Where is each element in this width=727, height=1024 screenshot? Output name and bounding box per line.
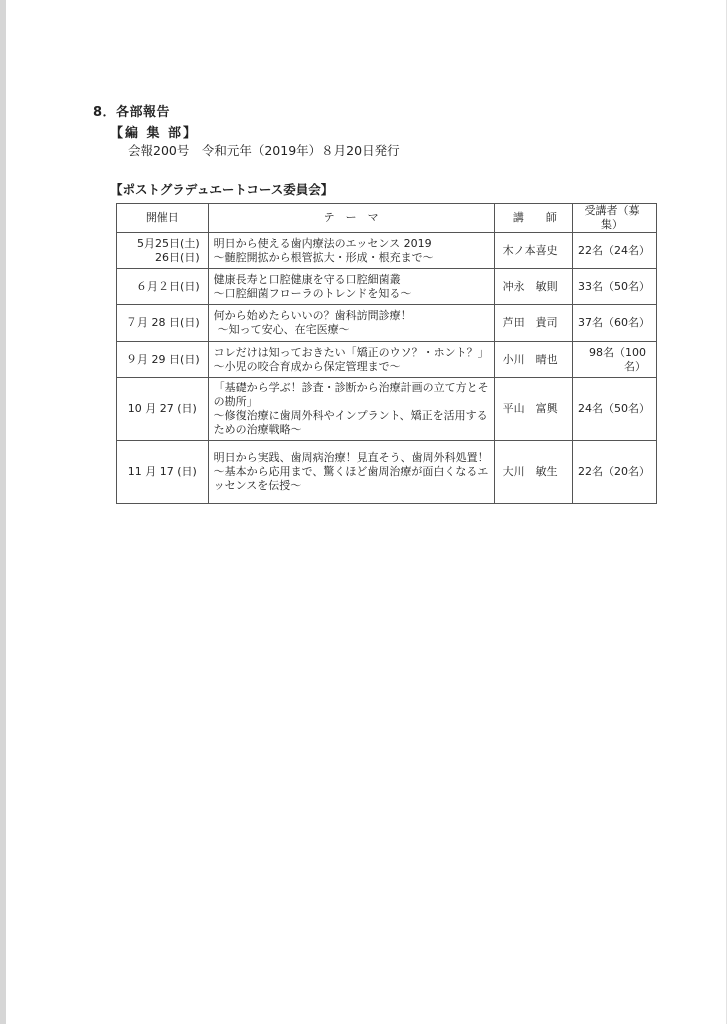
table-row	[117, 233, 657, 269]
table-header-row	[117, 204, 657, 233]
table-row	[117, 269, 657, 305]
lecturer-cell: 小川 晴也	[494, 342, 572, 378]
date-line: 10 月 27 (日)	[127, 402, 197, 415]
theme-subtitle: 〜基本から応用まで、驚くほど歯周治療が面白くなるエッセンスを伝授〜	[213, 465, 489, 492]
issue-line: 会報200号 令和元年（2019年）８月20日発行	[128, 143, 400, 158]
attendance-cell: 22名（24名）	[573, 233, 657, 269]
table-row	[117, 441, 657, 504]
attendance-cell: 37名（60名）	[573, 305, 657, 342]
date-line: 26日(日)	[155, 250, 200, 264]
theme-subtitle: 〜知って安心、在宅医療〜	[217, 323, 350, 336]
theme-title: 何から始めたらいいの？歯科訪問診療！	[213, 309, 412, 322]
date-cell	[117, 269, 209, 305]
table-row	[117, 305, 657, 342]
theme-cell	[208, 233, 494, 269]
theme-title: 明日から実践、歯周病治療！見直そう、歯周外科処置！	[213, 451, 489, 464]
date-cell	[117, 441, 209, 504]
page-edge-shadow	[0, 0, 6, 1024]
header-attendance: 受講者（募集）	[573, 204, 657, 233]
theme-title: 「基礎から学ぶ！診査・診断から治療計画の立て方とその勘所」	[213, 381, 489, 408]
committee-heading: 【ポストグラデュエートコース委員会】	[110, 182, 334, 197]
theme-title: 健康長寿と口腔健康を守る口腔細菌叢	[213, 272, 401, 286]
theme-cell	[208, 378, 494, 441]
course-table	[116, 203, 657, 504]
dept-heading: 【編 集 部】	[110, 126, 199, 141]
lecturer-cell: 大川 敏生	[494, 441, 572, 504]
theme-subtitle: 〜小児の咬合育成から保定管理まで〜	[213, 359, 401, 373]
table-row	[117, 378, 657, 441]
date-cell	[117, 233, 209, 269]
lecturer-cell: 冲永 敏則	[494, 269, 572, 305]
date-line: ７月 28 日(日)	[126, 316, 200, 329]
attendance-cell: 22名（20名）	[573, 441, 657, 504]
attendance-cell: 98名（100名）	[573, 342, 657, 378]
table-row	[117, 342, 657, 378]
theme-cell	[208, 269, 494, 305]
section-heading: 8．各部報告	[93, 105, 171, 120]
date-cell	[117, 305, 209, 342]
header-date: 開催日	[117, 204, 209, 233]
date-cell	[117, 342, 209, 378]
date-line: ９月 29 日(日)	[126, 352, 200, 366]
date-line: ６月２日(日)	[136, 279, 200, 293]
header-theme: テ ー マ	[208, 204, 494, 233]
attendance-cell: 33名（50名）	[573, 269, 657, 305]
lecturer-cell: 芦田 貴司	[494, 305, 572, 342]
theme-cell	[208, 342, 494, 378]
theme-cell	[208, 441, 494, 504]
lecturer-cell: 平山 富興	[494, 378, 572, 441]
theme-cell	[208, 305, 494, 342]
theme-subtitle: 〜口腔細菌フローラのトレンドを知る〜	[213, 286, 412, 300]
date-line: 11 月 17 (日)	[127, 465, 197, 478]
date-line: 5月25日(土)	[137, 236, 200, 250]
header-lecturer: 講 師	[494, 204, 572, 233]
theme-title: コレだけは知っておきたい「矯正のウソ？・ホント？」	[213, 345, 489, 359]
attendance-cell: 24名（50名）	[573, 378, 657, 441]
theme-title: 明日から使える歯内療法のエッセンス 2019	[213, 236, 432, 250]
theme-subtitle: 〜髄腔開拡から根管拡大・形成・根充まで〜	[213, 250, 434, 264]
date-cell	[117, 378, 209, 441]
theme-subtitle: 〜修復治療に歯周外科やインプラント、矯正を活用するための治療戦略〜	[213, 409, 488, 436]
lecturer-cell: 木ノ本喜史	[494, 233, 572, 269]
